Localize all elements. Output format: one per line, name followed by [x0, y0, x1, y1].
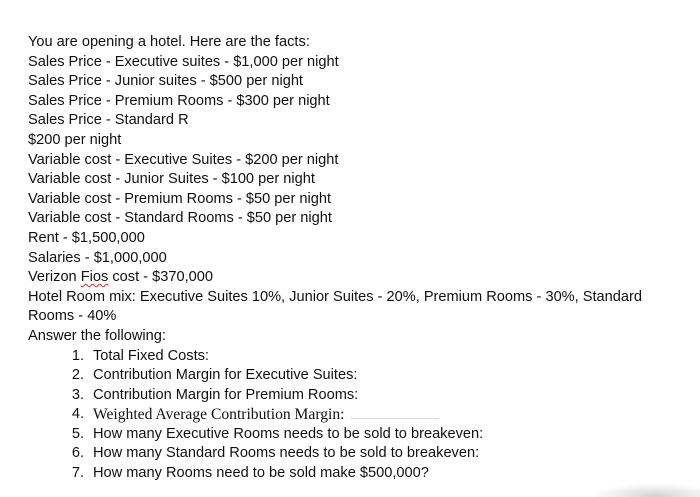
fact-line: Variable cost - Executive Suites - $200 per night — [28, 151, 339, 168]
fact-line: Sales Price - Premium Rooms - $300 per night — [28, 92, 330, 109]
question-text: Total Fixed Costs: — [93, 347, 209, 364]
question-text: How many Executive Rooms needs to be sold to breakeven: — [93, 425, 484, 442]
question-item — [28, 347, 688, 367]
question-number: 2. — [71, 367, 84, 384]
fact-line: Sales Price - Executive suites - $1,000 per night — [28, 53, 339, 70]
answer-prompt: Answer the following: — [28, 327, 166, 344]
answer-blank-line — [351, 408, 439, 419]
question-item — [28, 464, 688, 484]
fact-line: Sales Price - Junior suites - $500 per night — [28, 73, 303, 90]
question-number: 7. — [71, 465, 84, 482]
fact-line: Variable cost - Premium Rooms - $50 per night — [28, 190, 332, 207]
question-item — [28, 425, 688, 445]
fact-line: Rent - $1,500,000 — [28, 229, 145, 246]
question-number: 6. — [71, 445, 84, 462]
fact-line: Sales Price - Standard R — [28, 112, 189, 129]
question-text: Contribution Margin for Premium Rooms: — [93, 386, 359, 403]
corner-shadow — [590, 483, 700, 497]
question-list — [28, 347, 688, 484]
question-text: How many Standard Rooms needs to be sold to breakeven: — [93, 445, 480, 462]
question-text: Contribution Margin for Executive Suites: — [93, 367, 358, 384]
verizon-cost-line — [28, 268, 688, 288]
question-item — [28, 444, 688, 464]
question-number: 4. — [71, 406, 84, 423]
question-item — [28, 405, 688, 425]
fact-line: Variable cost - Standard Rooms - $50 per night — [28, 210, 332, 227]
question-number: 3. — [71, 386, 84, 403]
verizon-suffix: cost - $370,000 — [108, 269, 213, 286]
document-body — [28, 33, 688, 484]
verizon-prefix: Verizon — [28, 269, 81, 286]
fact-line: $200 per night — [28, 131, 122, 148]
fact-line: Salaries - $1,000,000 — [28, 249, 167, 266]
question-number: 1. — [71, 347, 84, 364]
room-mix-text: Hotel Room mix: Executive Suites 10%, Junior Suites - 20%, Premium Rooms - 30%, Standard Rooms - 40% — [28, 288, 642, 325]
question-text: How many Rooms need to be sold make $500,000? — [93, 465, 429, 482]
question-item — [28, 386, 688, 406]
question-number: 5. — [71, 425, 84, 442]
fact-line: Variable cost - Junior Suites - $100 per night — [28, 171, 315, 188]
question-text: Weighted Average Contribution Margin: — [93, 406, 345, 424]
spellcheck-flagged-word[interactable]: Fios — [80, 269, 109, 286]
intro-text: You are opening a hotel. Here are the facts: — [28, 34, 310, 50]
question-item — [28, 366, 688, 386]
